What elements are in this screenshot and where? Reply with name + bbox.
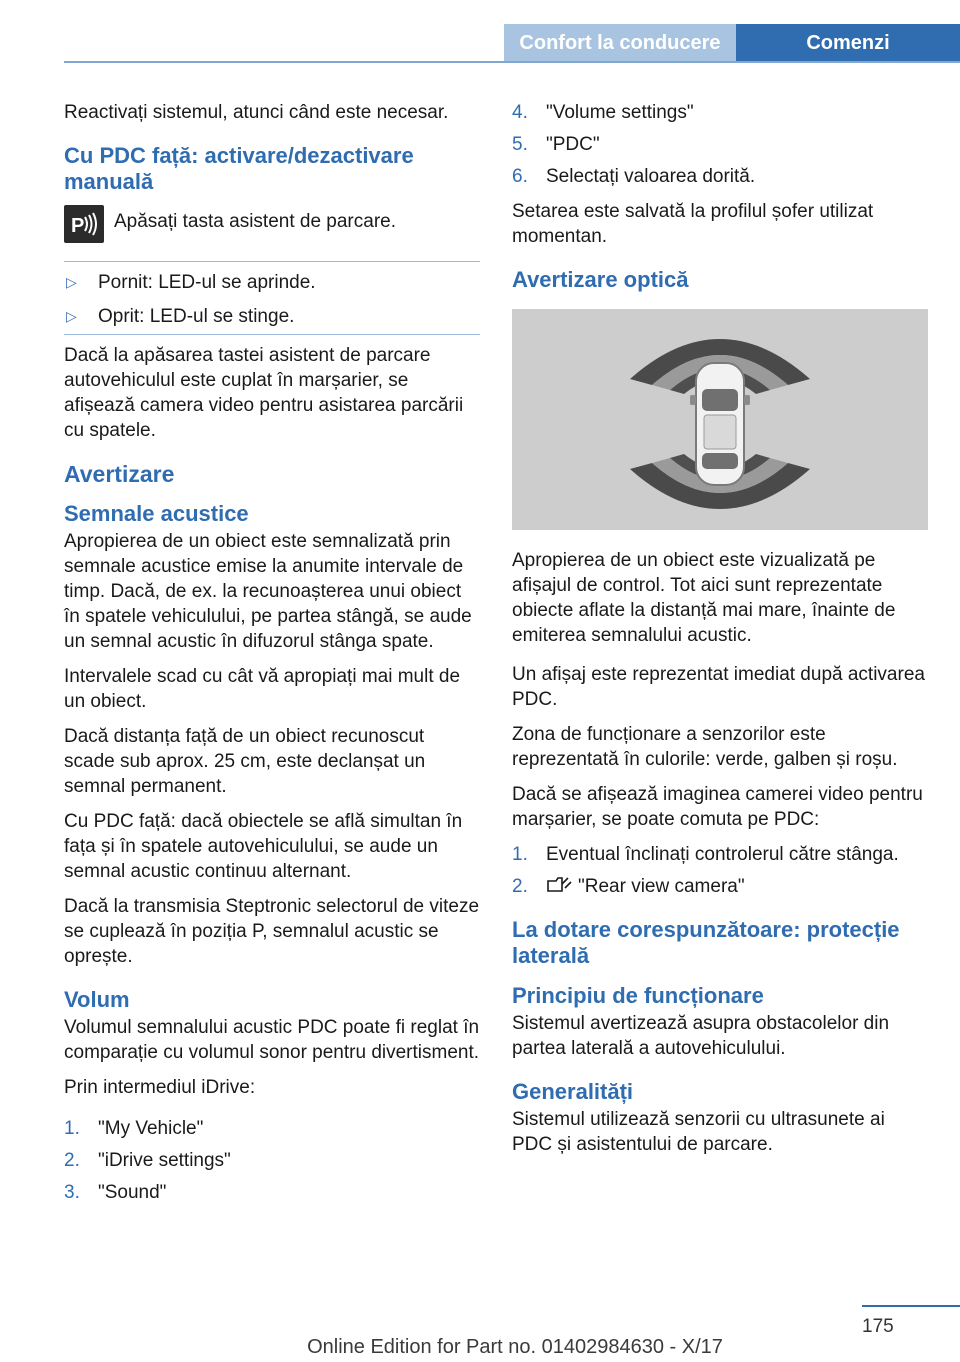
header-section-tab: Confort la conducere (504, 24, 736, 62)
triangle-bullet-icon: ▷ (66, 274, 77, 290)
rear-camera-icon (546, 875, 572, 895)
heading-optical-warning: Avertizare optică (512, 267, 689, 292)
divider (64, 334, 480, 335)
paragraph: Dacă distanța față de un obiect recunoscut scade sub aprox. 25 cm, este declanșat un semnal permanent. (64, 726, 426, 797)
list-item: 3. "Sound" (64, 1182, 167, 1203)
icon-instruction: Apăsați tasta asistent de parcare. (114, 211, 396, 232)
heading-warning: Avertizare (64, 461, 175, 487)
edition-note: Online Edition for Part no. 01402984630 - X/17 (307, 1336, 723, 1358)
paragraph: Apropierea de un obiect este semnalizată prin semnale acustice emise la anumite intervale de timp. Dacă, de ex. la recunoașterea unui obiect în spatele vehiculului, pe partea stângă, se aude un semnal acustic în difuzorul stânga spate. (64, 531, 472, 652)
camera-steps (512, 842, 928, 899)
status-list (64, 270, 480, 329)
paragraph: Un afișaj este reprezentat imediat după activarea PDC. (512, 664, 925, 710)
list-item: 2. "iDrive settings" (64, 1150, 231, 1171)
paragraph: Apropierea de un obiect este vizualizată pe afișajul de control. Tot aici sunt reprezentate obiecte aflate la distanță mai mare, înainte de emiterea semnalului acustic. (512, 550, 896, 646)
list-item: 1. Eventual înclinați controlerul către stânga. (512, 844, 899, 865)
paragraph: Setarea este salvată la profilul șofer utilizat momentan. (512, 201, 874, 247)
triangle-bullet-icon: ▷ (66, 308, 77, 324)
idrive-steps (64, 1116, 480, 1205)
heading-volume: Volum (64, 987, 130, 1012)
right-column (512, 100, 928, 1167)
list-item: ▷ Pornit: LED-ul se aprinde. (66, 272, 316, 293)
heading-pdc-front: Cu PDC față: activare/dezactivare manuală (64, 143, 414, 194)
header-chapter-tab: Comenzi (736, 24, 960, 62)
footer-rule (862, 1305, 960, 1307)
heading-principle: Principiu de funcționare (512, 983, 764, 1008)
pdc-display-figure (512, 309, 928, 530)
heading-general: Generalități (512, 1079, 634, 1104)
paragraph: Dacă se afișează imaginea camerei video pentru marșarier, se poate comuta pe PDC: (512, 784, 923, 830)
svg-text:P: P (71, 215, 85, 237)
heading-acoustic-signals: Semnale acustice (64, 501, 249, 526)
parking-assist-icon (64, 205, 104, 243)
paragraph: Dacă la transmisia Steptronic selectorul de viteze se cuplează în poziția P, semnalul acustic se oprește. (64, 896, 480, 967)
paragraph: Zona de funcționare a senzorilor este reprezentată în culorile: verde, galben și roșu. (512, 724, 898, 770)
list-item: 5. "PDC" (512, 134, 600, 155)
list-item: ▷ Oprit: LED-ul se stinge. (66, 306, 295, 327)
list-item: 2. "Rear view camera" (512, 876, 745, 897)
paragraph: Dacă la apăsarea tastei asistent de parcare autovehiculul este cuplat în marșarier, se afișează camera video pentru asistarea parcării cu spatele. (64, 345, 464, 441)
paragraph: Sistemul avertizează asupra obstacolelor din partea laterală a autovehiculului. (512, 1013, 890, 1059)
paragraph: Sistemul utilizează senzorii cu ultrasunete ai PDC și asistentului de parcare. (512, 1109, 885, 1155)
page-number: 175 (862, 1316, 894, 1337)
heading-side-protection: La dotare corespunzătoare: protecție laterală (512, 917, 900, 968)
list-item: 1. "My Vehicle" (64, 1118, 204, 1139)
paragraph: Cu PDC față: dacă obiectele se află simultan în fața și în spatele autovehiculului, se aude un semnal acustic continuu alternant. (64, 811, 463, 882)
paragraph: Reactivați sistemul, atunci când este necesar. (64, 102, 449, 123)
idrive-steps-continued (512, 100, 928, 189)
paragraph: Volumul semnalului acustic PDC poate fi reglat în comparație cu volumul sonor pentru divertisment. (64, 1017, 480, 1063)
header-rule (64, 61, 960, 63)
divider (64, 261, 480, 262)
left-column (64, 100, 480, 1215)
paragraph: Prin intermediul iDrive: (64, 1077, 256, 1098)
list-item: 6. Selectați valoarea dorită. (512, 166, 756, 187)
parking-button-line (64, 205, 480, 243)
list-item: 4. "Volume settings" (512, 102, 694, 123)
paragraph: Intervalele scad cu cât vă apropiați mai mult de un obiect. (64, 666, 461, 712)
pdc-display-illustration (512, 309, 928, 530)
